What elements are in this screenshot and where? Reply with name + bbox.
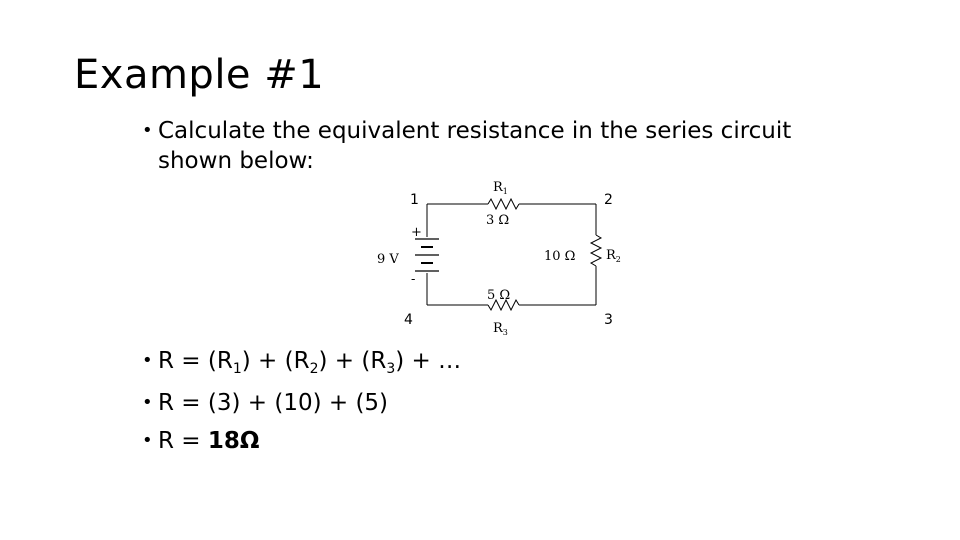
formula-part: ) + (R bbox=[318, 348, 387, 374]
formula-subscript: 3 bbox=[386, 361, 396, 377]
bullet-dot: • bbox=[142, 350, 153, 371]
node-2-label: 2 bbox=[604, 192, 613, 208]
slide-title: Example #1 bbox=[74, 52, 325, 98]
r3-name-label: $R_3$ bbox=[493, 321, 508, 337]
resistor-r1-symbol bbox=[488, 199, 519, 209]
r2-name-label: $R_2$ bbox=[606, 248, 621, 264]
node-4-label: 4 bbox=[404, 312, 413, 328]
bullet-dot: • bbox=[142, 120, 153, 141]
formula-subscript: 1 bbox=[232, 361, 242, 377]
r3-value-label: 5 Ω bbox=[487, 288, 511, 303]
bullet-result-value: 18Ω bbox=[207, 428, 260, 454]
battery-plus-label: + bbox=[411, 225, 422, 240]
battery-voltage-label: 9 V bbox=[377, 252, 399, 267]
r1-name-label: $R_1$ bbox=[493, 180, 508, 196]
formula-subscript: 2 bbox=[309, 361, 319, 377]
node-3-label: 3 bbox=[604, 312, 613, 328]
bullet-substitution bbox=[142, 388, 389, 418]
bullet-intro bbox=[142, 116, 858, 176]
bullet-result-prefix: R = bbox=[158, 428, 208, 454]
node-1-label: 1 bbox=[410, 192, 419, 208]
battery-symbol bbox=[415, 239, 439, 271]
bullet-dot: • bbox=[142, 430, 153, 451]
bullet-substitution-text: R = (3) + (10) + (5) bbox=[158, 390, 389, 416]
r1-value-label: 3 Ω bbox=[486, 213, 510, 228]
series-circuit-diagram bbox=[360, 175, 640, 340]
bullet-result bbox=[142, 426, 260, 456]
battery-minus-label: - bbox=[411, 272, 416, 287]
bullet-intro-text: Calculate the equivalent resistance in the series circuit shown below: bbox=[158, 118, 792, 174]
formula-part: ) + … bbox=[395, 348, 462, 374]
bullet-formula bbox=[142, 346, 462, 384]
resistor-r2-symbol bbox=[591, 235, 601, 266]
r2-value-label: 10 Ω bbox=[544, 249, 576, 264]
formula-part: ) + (R bbox=[241, 348, 310, 374]
bullet-dot: • bbox=[142, 392, 153, 413]
formula-part: R = (R bbox=[158, 348, 233, 374]
